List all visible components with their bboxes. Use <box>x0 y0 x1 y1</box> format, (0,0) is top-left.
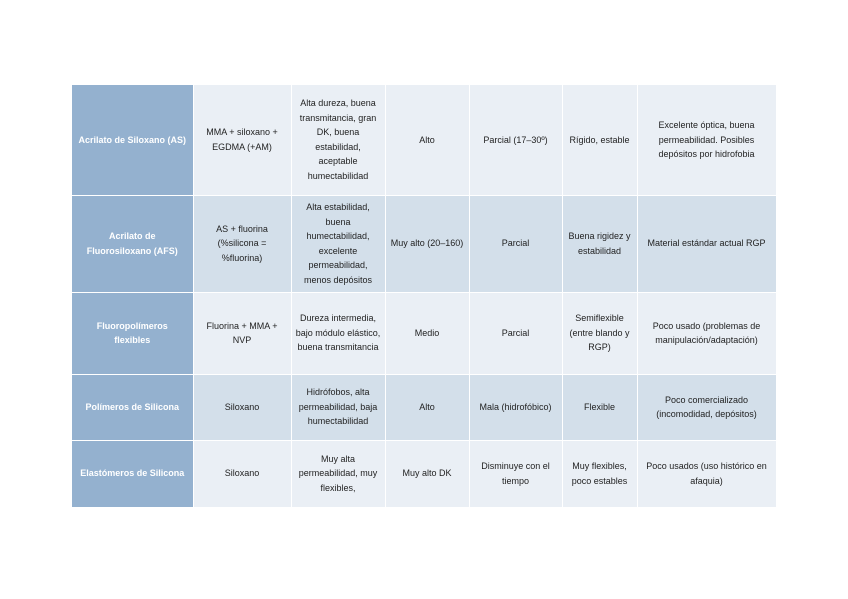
properties-cell: Alta dureza, buena transmitancia, gran DK, buena estabilidad, aceptable humectabilidad <box>291 85 385 195</box>
use-cell: Poco usado (problemas de manipulación/adaptación) <box>637 292 776 374</box>
wettability-cell: Disminuye con el tiempo <box>469 440 562 507</box>
permeability-cell: Muy alto DK <box>385 440 469 507</box>
composition-cell: Siloxano <box>193 374 291 440</box>
rigidity-cell: Muy flexibles, poco estables <box>562 440 637 507</box>
materials-table <box>72 85 777 508</box>
use-cell: Poco comercializado (incomodidad, depósitos) <box>637 374 776 440</box>
wettability-cell: Parcial <box>469 292 562 374</box>
table-row <box>72 440 776 507</box>
permeability-cell: Alto <box>385 374 469 440</box>
properties-cell: Hidrófobos, alta permeabilidad, baja humectabilidad <box>291 374 385 440</box>
permeability-cell: Medio <box>385 292 469 374</box>
use-cell: Poco usados (uso histórico en afaquia) <box>637 440 776 507</box>
properties-cell: Muy alta permeabilidad, muy flexibles, <box>291 440 385 507</box>
rigidity-cell: Rígido, estable <box>562 85 637 195</box>
material-name-cell: Fluoropolímeros flexibles <box>72 292 193 374</box>
composition-cell: MMA + siloxano + EGDMA (+AM) <box>193 85 291 195</box>
table-row <box>72 374 776 440</box>
composition-cell: Siloxano <box>193 440 291 507</box>
wettability-cell: Mala (hidrofóbico) <box>469 374 562 440</box>
permeability-cell: Muy alto (20–160) <box>385 195 469 292</box>
table-row <box>72 195 776 292</box>
material-name-cell: Elastómeros de Silicona <box>72 440 193 507</box>
use-cell: Material estándar actual RGP <box>637 195 776 292</box>
properties-cell: Dureza intermedia, bajo módulo elástico, buena transmitancia <box>291 292 385 374</box>
material-name-cell: Polímeros de Silicona <box>72 374 193 440</box>
table-row <box>72 292 776 374</box>
use-cell: Excelente óptica, buena permeabilidad. Posibles depósitos por hidrofobia <box>637 85 776 195</box>
wettability-cell: Parcial <box>469 195 562 292</box>
material-name-cell: Acrilato de Siloxano (AS) <box>72 85 193 195</box>
composition-cell: Fluorina + MMA + NVP <box>193 292 291 374</box>
permeability-cell: Alto <box>385 85 469 195</box>
properties-cell: Alta estabilidad, buena humectabilidad, excelente permeabilidad, menos depósitos <box>291 195 385 292</box>
rigidity-cell: Flexible <box>562 374 637 440</box>
rigidity-cell: Buena rigidez y estabilidad <box>562 195 637 292</box>
rigidity-cell: Semiflexible (entre blando y RGP) <box>562 292 637 374</box>
material-name-cell: Acrilato de Fluorosiloxano (AFS) <box>72 195 193 292</box>
table-row <box>72 85 776 195</box>
composition-cell: AS + fluorina (%silicona = %fluorina) <box>193 195 291 292</box>
wettability-cell: Parcial (17–30º) <box>469 85 562 195</box>
